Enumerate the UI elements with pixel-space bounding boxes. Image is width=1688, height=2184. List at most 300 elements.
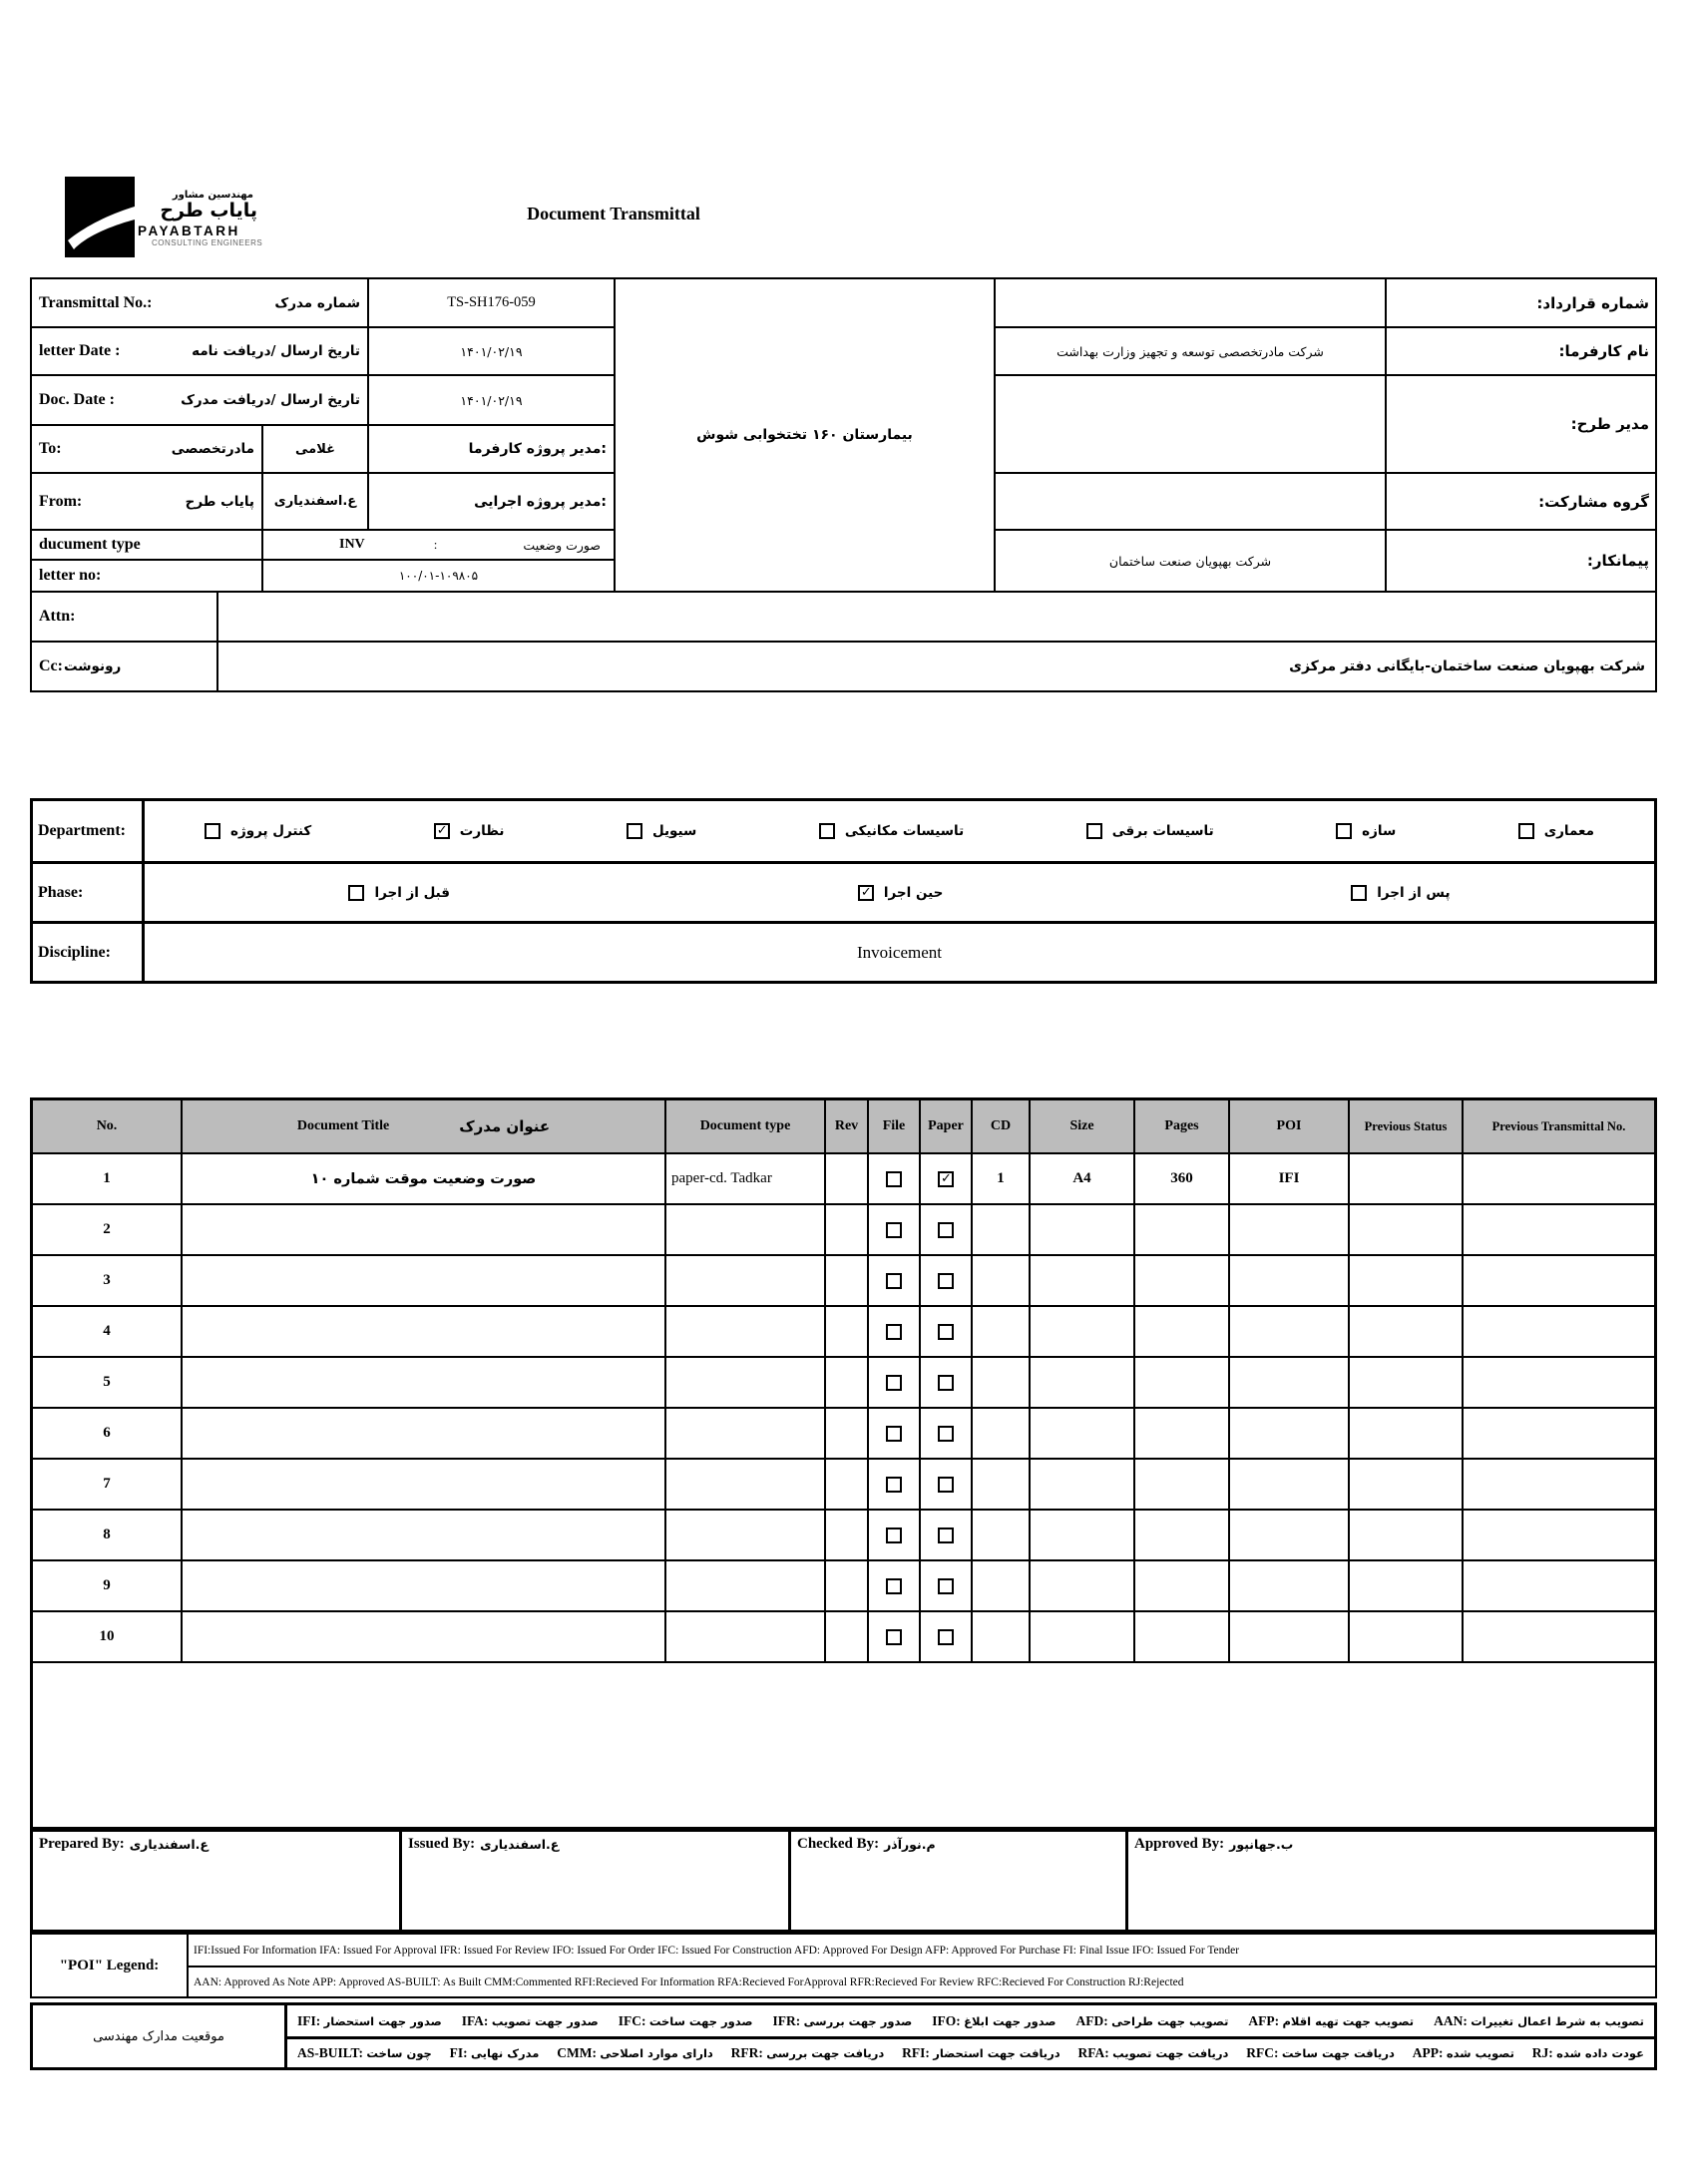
doc-table-header-prev_status: Previous Status xyxy=(1350,1100,1464,1154)
doc-title-header-en: Document Title xyxy=(296,1117,390,1133)
doc-row-2-no: 2 xyxy=(33,1205,183,1256)
department-option xyxy=(819,823,964,839)
department-checkbox[interactable] xyxy=(1518,823,1534,839)
letter-no-text: ۱۰۰/۰۱-۱۰۹۸۰۵ xyxy=(398,569,479,583)
issued-by-label: Issued By: xyxy=(408,1836,476,1852)
fa-legend-entry-ifo xyxy=(932,2012,1055,2030)
letter-date-label-en: letter Date : xyxy=(39,342,121,359)
design-manager-label-text: مدیر طرح: xyxy=(1570,415,1649,433)
client-name-text: شرکت مادرتخصصی توسعه و تجهیز وزارت بهداشت xyxy=(1056,343,1324,359)
fa-legend-entry-text: تصویب جهت طراحی xyxy=(1111,2013,1229,2028)
doc-row-10-poi xyxy=(1230,1612,1350,1663)
doc-table-header-no: No. xyxy=(33,1100,183,1154)
fa-legend-entry-text: صدور جهت استحضار xyxy=(323,2013,442,2028)
poi-legend-label xyxy=(32,1935,189,1996)
client-name-value xyxy=(996,328,1387,376)
row-1-paper-checked-checkbox[interactable] xyxy=(938,1171,954,1187)
doc-row-8-pages xyxy=(1135,1511,1230,1561)
doc-row-4-title xyxy=(183,1307,666,1358)
doc-row-9-no: 9 xyxy=(33,1561,183,1612)
fa-legend-entry-tag: APP: xyxy=(1412,2045,1447,2060)
doc-row-7-cd xyxy=(973,1460,1031,1511)
doc-row-2-size xyxy=(1031,1205,1135,1256)
doc-row-10-no: 10 xyxy=(33,1612,183,1663)
contract-no-label-text: شماره قرارداد: xyxy=(1536,293,1649,312)
doc-row-5-poi xyxy=(1230,1358,1350,1409)
from-person xyxy=(263,474,369,531)
checked-by-label: Checked By: xyxy=(797,1836,880,1852)
fa-legend-entry-tag: RFI: xyxy=(902,2045,934,2060)
doc-row-6-doc_type xyxy=(666,1409,826,1460)
document-type-value xyxy=(263,531,616,561)
fa-legend-entry-afd xyxy=(1076,2012,1229,2030)
fa-legend-row-2 xyxy=(287,2036,1654,2067)
issued-by-cell xyxy=(402,1832,791,1930)
phase-checked-checkbox[interactable] xyxy=(858,885,874,901)
signature-row xyxy=(30,1829,1657,1933)
phase-option xyxy=(1351,885,1450,901)
doc-row-5-prev_transmittal xyxy=(1464,1358,1654,1409)
client-pm-label xyxy=(369,426,616,474)
discipline-label-text: Discipline: xyxy=(38,943,111,961)
prepared-by-cell xyxy=(33,1832,402,1930)
fa-legend-entry-app xyxy=(1413,2044,1514,2062)
doc-row-1-file xyxy=(869,1154,921,1205)
from-label: From: xyxy=(39,492,83,510)
prepared-by-label: Prepared By: xyxy=(39,1836,125,1852)
phase-label xyxy=(33,864,145,921)
doc-row-6-size xyxy=(1031,1409,1135,1460)
doc-table-header-cd: CD xyxy=(973,1100,1031,1154)
phase-checkbox[interactable] xyxy=(348,885,364,901)
discipline-row xyxy=(33,921,1654,981)
doc-row-8-poi xyxy=(1230,1511,1350,1561)
document-type-code: INV xyxy=(339,537,365,552)
department-option xyxy=(1336,823,1396,839)
doc-row-5-pages xyxy=(1135,1358,1230,1409)
fa-legend-entry-ifa xyxy=(462,2012,599,2030)
doc-row-8-size xyxy=(1031,1511,1135,1561)
fa-legend-entry-tag: IFA: xyxy=(461,2012,492,2028)
doc-row-10-prev_status xyxy=(1350,1612,1464,1663)
phase-row xyxy=(33,861,1654,921)
row-9-file-checkbox[interactable] xyxy=(886,1578,902,1594)
approved-by-name: ب.جهانپور xyxy=(1229,1837,1294,1852)
row-4-file-checkbox[interactable] xyxy=(886,1324,902,1340)
doc-row-5-paper xyxy=(921,1358,973,1409)
doc-row-2-poi xyxy=(1230,1205,1350,1256)
department-option-label: سیویل xyxy=(651,823,697,839)
doc-row-9-paper xyxy=(921,1561,973,1612)
department-option xyxy=(205,823,311,839)
fa-legend-entry-rfc xyxy=(1246,2044,1395,2062)
from-cell xyxy=(32,474,263,531)
poi-legend-lines xyxy=(189,1935,1655,1996)
fa-legend-entry-tag: CMM: xyxy=(557,2045,601,2060)
doc-row-7-size xyxy=(1031,1460,1135,1511)
doc-row-10-doc_type xyxy=(666,1612,826,1663)
row-9-paper-checkbox[interactable] xyxy=(938,1578,954,1594)
fa-legend-entry-rfr xyxy=(731,2044,885,2062)
doc-row-1-cd: 1 xyxy=(973,1154,1031,1205)
project-name: بیمارستان ۱۶۰ تختخوابی شوش xyxy=(696,427,913,443)
partnership-group-label-text: گروه مشارکت: xyxy=(1538,492,1649,511)
classification-table xyxy=(30,798,1657,984)
doc-row-7-rev xyxy=(826,1460,869,1511)
department-option xyxy=(434,823,505,839)
attn-label xyxy=(32,593,218,641)
to-person xyxy=(263,426,369,474)
doc-date-label-fa: تاریخ ارسال /دریافت مدرک xyxy=(181,392,360,408)
fa-legend-entry-text: تصویب شده xyxy=(1446,2046,1514,2060)
doc-row-3-rev xyxy=(826,1256,869,1307)
doc-row-7-pages xyxy=(1135,1460,1230,1511)
doc-row-4-prev_transmittal xyxy=(1464,1307,1654,1358)
doc-row-1-poi: IFI xyxy=(1230,1154,1350,1205)
document-type-fa: صورت وضعیت xyxy=(523,537,601,553)
doc-row-9-file xyxy=(869,1561,921,1612)
doc-row-6-prev_status xyxy=(1350,1409,1464,1460)
doc-row-9-prev_status xyxy=(1350,1561,1464,1612)
doc-row-1-prev_transmittal xyxy=(1464,1154,1654,1205)
doc-row-9-size xyxy=(1031,1561,1135,1612)
fa-legend-rows xyxy=(287,2005,1654,2067)
fa-legend-entry-tag: IFC: xyxy=(618,2012,649,2028)
doc-row-1-pages: 360 xyxy=(1135,1154,1230,1205)
transmittal-no-text: TS-SH176-059 xyxy=(447,294,536,310)
doc-row-4-file xyxy=(869,1307,921,1358)
doc-table-header-poi: POI xyxy=(1230,1100,1350,1154)
attn-label-text: Attn: xyxy=(39,608,76,625)
row-8-paper-checkbox[interactable] xyxy=(938,1528,954,1543)
discipline-label xyxy=(33,924,145,981)
department-option xyxy=(627,823,696,839)
fa-legend-entry-text: عودت داده شده xyxy=(1556,2046,1644,2060)
department-checked-checkbox[interactable] xyxy=(434,823,450,839)
department-checkbox[interactable] xyxy=(1086,823,1102,839)
fa-legend-entry-tag: RFA: xyxy=(1077,2045,1113,2060)
department-options xyxy=(145,801,1654,861)
doc-row-9-pages xyxy=(1135,1561,1230,1612)
department-checkbox[interactable] xyxy=(627,823,642,839)
row-2-paper-checkbox[interactable] xyxy=(938,1222,954,1238)
doc-row-3-prev_transmittal xyxy=(1464,1256,1654,1307)
doc-row-2-pages xyxy=(1135,1205,1230,1256)
to-cell xyxy=(32,426,263,474)
row-10-paper-checkbox[interactable] xyxy=(938,1629,954,1645)
phase-option-label: قبل از اجرا xyxy=(374,884,451,901)
doc-row-9-title xyxy=(183,1561,666,1612)
doc-row-4-doc_type xyxy=(666,1307,826,1358)
fa-legend-entry-fi xyxy=(450,2044,540,2062)
client-pm-label-text: مدیر پروژه کارفرما: xyxy=(468,441,607,457)
doc-row-8-no: 8 xyxy=(33,1511,183,1561)
payabtarh-logo-icon xyxy=(65,177,135,257)
checked-by-cell xyxy=(791,1832,1128,1930)
cc-value-text: شرکت بهپویان صنعت ساختمان-بایگانی دفتر مرکزی xyxy=(1289,658,1645,674)
department-option-label: کنترل پروژه xyxy=(230,823,312,839)
fa-legend-entry-tag: FI: xyxy=(449,2045,472,2060)
phase-checkbox[interactable] xyxy=(1351,885,1367,901)
letter-date-value xyxy=(369,328,616,376)
doc-row-10-pages xyxy=(1135,1612,1230,1663)
doc-row-10-file xyxy=(869,1612,921,1663)
project-name-cell xyxy=(616,279,996,591)
fa-legend-label xyxy=(33,2005,287,2067)
doc-row-4-prev_status xyxy=(1350,1307,1464,1358)
doc-row-8-paper xyxy=(921,1511,973,1561)
department-checkbox[interactable] xyxy=(819,823,835,839)
contractor-label xyxy=(1387,531,1655,591)
row-7-file-checkbox[interactable] xyxy=(886,1477,902,1493)
transmittal-no-label-en: Transmittal No.: xyxy=(39,293,153,311)
fa-legend-entry-tag: AFD: xyxy=(1075,2012,1112,2028)
doc-row-6-cd xyxy=(973,1409,1031,1460)
checked-by-name: م.نورآذر xyxy=(884,1837,936,1852)
poi-legend-line-2: AAN: Approved As Note APP: Approved AS-BUILT: As Built CMM:Commented RFI:Recieved For Information RFA:Recieved ForApproval RFR:Recieved For Review RFC:Recieved For Construction RJ:Rejected xyxy=(189,1966,1655,1996)
doc-row-6-rev xyxy=(826,1409,869,1460)
row-1-file-checkbox[interactable] xyxy=(886,1171,902,1187)
info-right-grid xyxy=(996,279,1655,591)
fa-legend-entry-text: مدرک نهایی xyxy=(471,2046,540,2060)
documents-table xyxy=(30,1097,1657,1830)
from-value: پایاب طرح xyxy=(185,493,254,510)
department-label-text: Department: xyxy=(38,822,126,839)
approved-by-label: Approved By: xyxy=(1134,1836,1225,1852)
cc-label-en: Cc: xyxy=(39,657,63,674)
doc-row-5-rev xyxy=(826,1358,869,1409)
doc-row-6-paper xyxy=(921,1409,973,1460)
document-type-label xyxy=(32,531,263,561)
cc-label-fa: رونوشت xyxy=(63,658,122,674)
fa-legend-entry-aan xyxy=(1434,2012,1644,2030)
doc-row-10-paper xyxy=(921,1612,973,1663)
attn-row xyxy=(32,591,1655,641)
letter-date-label xyxy=(32,328,369,376)
logo-en-name: PAYABTARH xyxy=(138,222,240,238)
doc-row-3-prev_status xyxy=(1350,1256,1464,1307)
doc-row-8-prev_transmittal xyxy=(1464,1511,1654,1561)
doc-row-5-file xyxy=(869,1358,921,1409)
executive-pm-label xyxy=(369,474,616,531)
doc-row-7-paper xyxy=(921,1460,973,1511)
fa-legend-entry-text: دریافت جهت تصویب xyxy=(1112,2046,1229,2060)
doc-table-header-doc_type: Document type xyxy=(666,1100,826,1154)
doc-row-7-file xyxy=(869,1460,921,1511)
row-3-file-checkbox[interactable] xyxy=(886,1273,902,1289)
doc-row-10-size xyxy=(1031,1612,1135,1663)
doc-row-10-title xyxy=(183,1612,666,1663)
fa-legend-entry-text: دریافت جهت ساخت xyxy=(1281,2046,1395,2060)
doc-title-header-fa: عنوان مدرک xyxy=(459,1117,551,1135)
transmittal-no-label xyxy=(32,279,369,328)
fa-legend-entry-ifc xyxy=(619,2012,753,2030)
executive-pm-label-text: مدیر پروژه اجرایی: xyxy=(474,493,607,510)
fa-legend-entry-text: صدور جهت بررسی xyxy=(803,2013,913,2028)
fa-legend-entry-text: صدور جهت ابلاغ xyxy=(964,2013,1056,2028)
doc-row-1-paper xyxy=(921,1154,973,1205)
doc-row-6-title xyxy=(183,1409,666,1460)
letter-no-label-text: letter no: xyxy=(39,567,102,584)
doc-table-header-prev_transmittal: Previous Transmittal No. xyxy=(1464,1100,1654,1154)
letter-no-value xyxy=(263,561,616,591)
contractor-label-text: پیمانکار: xyxy=(1586,552,1649,570)
logo-en-subtitle: CONSULTING ENGINEERS xyxy=(152,237,263,247)
doc-row-3-paper xyxy=(921,1256,973,1307)
row-5-paper-checkbox[interactable] xyxy=(938,1375,954,1391)
client-name-label-text: نام کارفرما: xyxy=(1558,342,1649,360)
doc-row-2-cd xyxy=(973,1205,1031,1256)
design-manager-label xyxy=(1387,376,1655,474)
row-6-file-checkbox[interactable] xyxy=(886,1426,902,1442)
doc-row-10-prev_transmittal xyxy=(1464,1612,1654,1663)
doc-row-6-prev_transmittal xyxy=(1464,1409,1654,1460)
row-4-paper-checkbox[interactable] xyxy=(938,1324,954,1340)
doc-table-header-rev: Rev xyxy=(826,1100,869,1154)
doc-date-value xyxy=(369,376,616,426)
doc-row-2-prev_status xyxy=(1350,1205,1464,1256)
info-left-grid xyxy=(32,279,616,591)
fa-legend-entry-text: تصویب جهت تهیه اقلام xyxy=(1282,2013,1415,2028)
letter-date-text: ۱۴۰۱/۰۲/۱۹ xyxy=(460,343,523,359)
page-title: Document Transmittal xyxy=(527,204,700,223)
partnership-group-label xyxy=(1387,474,1655,531)
fa-legend-entry-afp xyxy=(1248,2012,1414,2030)
doc-row-8-file xyxy=(869,1511,921,1561)
row-7-paper-checkbox[interactable] xyxy=(938,1477,954,1493)
doc-row-8-cd xyxy=(973,1511,1031,1561)
doc-row-4-rev xyxy=(826,1307,869,1358)
phase-option xyxy=(858,885,943,901)
row-2-file-checkbox[interactable] xyxy=(886,1222,902,1238)
doc-row-6-no: 6 xyxy=(33,1409,183,1460)
fa-legend-entry-rfa xyxy=(1077,2044,1228,2062)
department-option xyxy=(1518,823,1594,839)
doc-row-9-poi xyxy=(1230,1561,1350,1612)
approved-by-cell xyxy=(1128,1832,1654,1930)
fa-legend-entry-cmm xyxy=(557,2044,713,2062)
doc-date-text: ۱۴۰۱/۰۲/۱۹ xyxy=(460,392,523,408)
fa-legend-entry-asbuilt xyxy=(297,2044,432,2062)
doc-row-3-size xyxy=(1031,1256,1135,1307)
to-label: To: xyxy=(39,440,62,457)
doc-row-1-no: 1 xyxy=(33,1154,183,1205)
doc-row-4-cd xyxy=(973,1307,1031,1358)
department-checkbox[interactable] xyxy=(1336,823,1352,839)
logo-fa-name: پایاب طرح xyxy=(160,200,257,221)
doc-row-4-no: 4 xyxy=(33,1307,183,1358)
document-type-label-text: ducument type xyxy=(39,536,141,553)
fa-legend-entry-text: دریافت جهت بررسی xyxy=(766,2046,885,2060)
department-checkbox[interactable] xyxy=(205,823,220,839)
department-option-label: معماری xyxy=(1543,823,1594,839)
contractor-text: شرکت بهپویان صنعت ساختمان xyxy=(1108,553,1272,569)
contract-no-value xyxy=(996,279,1387,328)
row-3-paper-checkbox[interactable] xyxy=(938,1273,954,1289)
doc-row-10-cd xyxy=(973,1612,1031,1663)
fa-legend-entry-text: تصویب به شرط اعمال تغییرات xyxy=(1471,2013,1644,2028)
doc-table-header-title xyxy=(183,1100,666,1154)
transmittal-no-value xyxy=(369,279,616,328)
phase-options xyxy=(145,864,1654,921)
row-8-file-checkbox[interactable] xyxy=(886,1528,902,1543)
doc-row-5-prev_status xyxy=(1350,1358,1464,1409)
poi-legend-label-text: "POI" Legend: xyxy=(59,1957,160,1973)
department-option-label: نظارت xyxy=(459,823,505,839)
doc-row-6-file xyxy=(869,1409,921,1460)
to-person-text: غلامی xyxy=(295,441,335,457)
doc-row-5-no: 5 xyxy=(33,1358,183,1409)
contractor-value xyxy=(996,531,1387,591)
doc-date-label xyxy=(32,376,369,426)
document-type-separator: : xyxy=(433,537,438,552)
fa-legend-entry-ifi xyxy=(297,2012,442,2030)
doc-row-5-doc_type xyxy=(666,1358,826,1409)
doc-row-6-poi xyxy=(1230,1409,1350,1460)
doc-row-2-doc_type xyxy=(666,1205,826,1256)
row-10-file-checkbox[interactable] xyxy=(886,1629,902,1645)
department-option-label: سازه xyxy=(1362,823,1397,839)
fa-legend-entry-tag: RFC: xyxy=(1246,2045,1282,2060)
company-logo-text xyxy=(138,190,267,247)
doc-row-7-doc_type xyxy=(666,1460,826,1511)
logo-fa-tagline: مهندسین مشاور xyxy=(172,190,253,201)
doc-row-4-size xyxy=(1031,1307,1135,1358)
fa-legend-label-text: موقعیت مدارک مهندسی xyxy=(93,2028,224,2044)
fa-legend-entry-text: دارای موارد اصلاحی xyxy=(600,2046,713,2060)
cc-row xyxy=(32,641,1655,690)
fa-legend xyxy=(30,2002,1657,2070)
transmittal-info-table xyxy=(30,277,1657,692)
to-value: مادرتخصصی xyxy=(171,441,254,457)
fa-legend-entry-tag: IFR: xyxy=(772,2012,804,2028)
fa-legend-entry-rfi xyxy=(902,2044,1060,2062)
doc-row-9-prev_transmittal xyxy=(1464,1561,1654,1612)
fa-legend-entry-tag: IFO: xyxy=(932,2012,965,2028)
row-6-paper-checkbox[interactable] xyxy=(938,1426,954,1442)
department-option xyxy=(1086,823,1214,839)
department-row xyxy=(33,801,1654,861)
doc-row-3-doc_type xyxy=(666,1256,826,1307)
poi-legend-line-1: IFI:Issued For Information IFA: Issued For Approval IFR: Issued For Review IFO: Issued For Order IFC: Issued For Construction AFD: Approved For Design AFP: Approved For Purchase FI: Final Issue IFO: Issued For Tender xyxy=(194,1944,1240,1957)
doc-row-3-poi xyxy=(1230,1256,1350,1307)
row-5-file-checkbox[interactable] xyxy=(886,1375,902,1391)
transmittal-no-label-fa: شماره مدرک xyxy=(274,294,360,311)
issued-by-name: ع.اسفندیاری xyxy=(480,1837,560,1852)
doc-row-1-title: صورت وضعیت موقت شماره ۱۰ xyxy=(183,1154,666,1205)
discipline-value-text: Invoicement xyxy=(857,942,942,962)
doc-row-2-prev_transmittal xyxy=(1464,1205,1654,1256)
doc-row-2-file xyxy=(869,1205,921,1256)
doc-table-header-size: Size xyxy=(1031,1100,1135,1154)
doc-row-2-rev xyxy=(826,1205,869,1256)
doc-row-2-paper xyxy=(921,1205,973,1256)
cc-value xyxy=(218,643,1655,690)
doc-row-4-poi xyxy=(1230,1307,1350,1358)
doc-row-1-rev xyxy=(826,1154,869,1205)
logo-swoosh-graphic xyxy=(65,177,135,257)
doc-table-header-paper: Paper xyxy=(921,1100,973,1154)
doc-row-5-title xyxy=(183,1358,666,1409)
doc-row-8-doc_type xyxy=(666,1511,826,1561)
phase-option-label: پس از اجرا xyxy=(1377,884,1451,901)
doc-row-3-pages xyxy=(1135,1256,1230,1307)
doc-row-8-rev xyxy=(826,1511,869,1561)
fa-legend-entry-text: صدور جهت تصویب xyxy=(491,2013,599,2028)
doc-date-label-en: Doc. Date : xyxy=(39,391,115,408)
fa-legend-entry-tag: RFR: xyxy=(730,2045,767,2060)
doc-row-1-doc_type: paper-cd. Tadkar xyxy=(666,1154,826,1205)
